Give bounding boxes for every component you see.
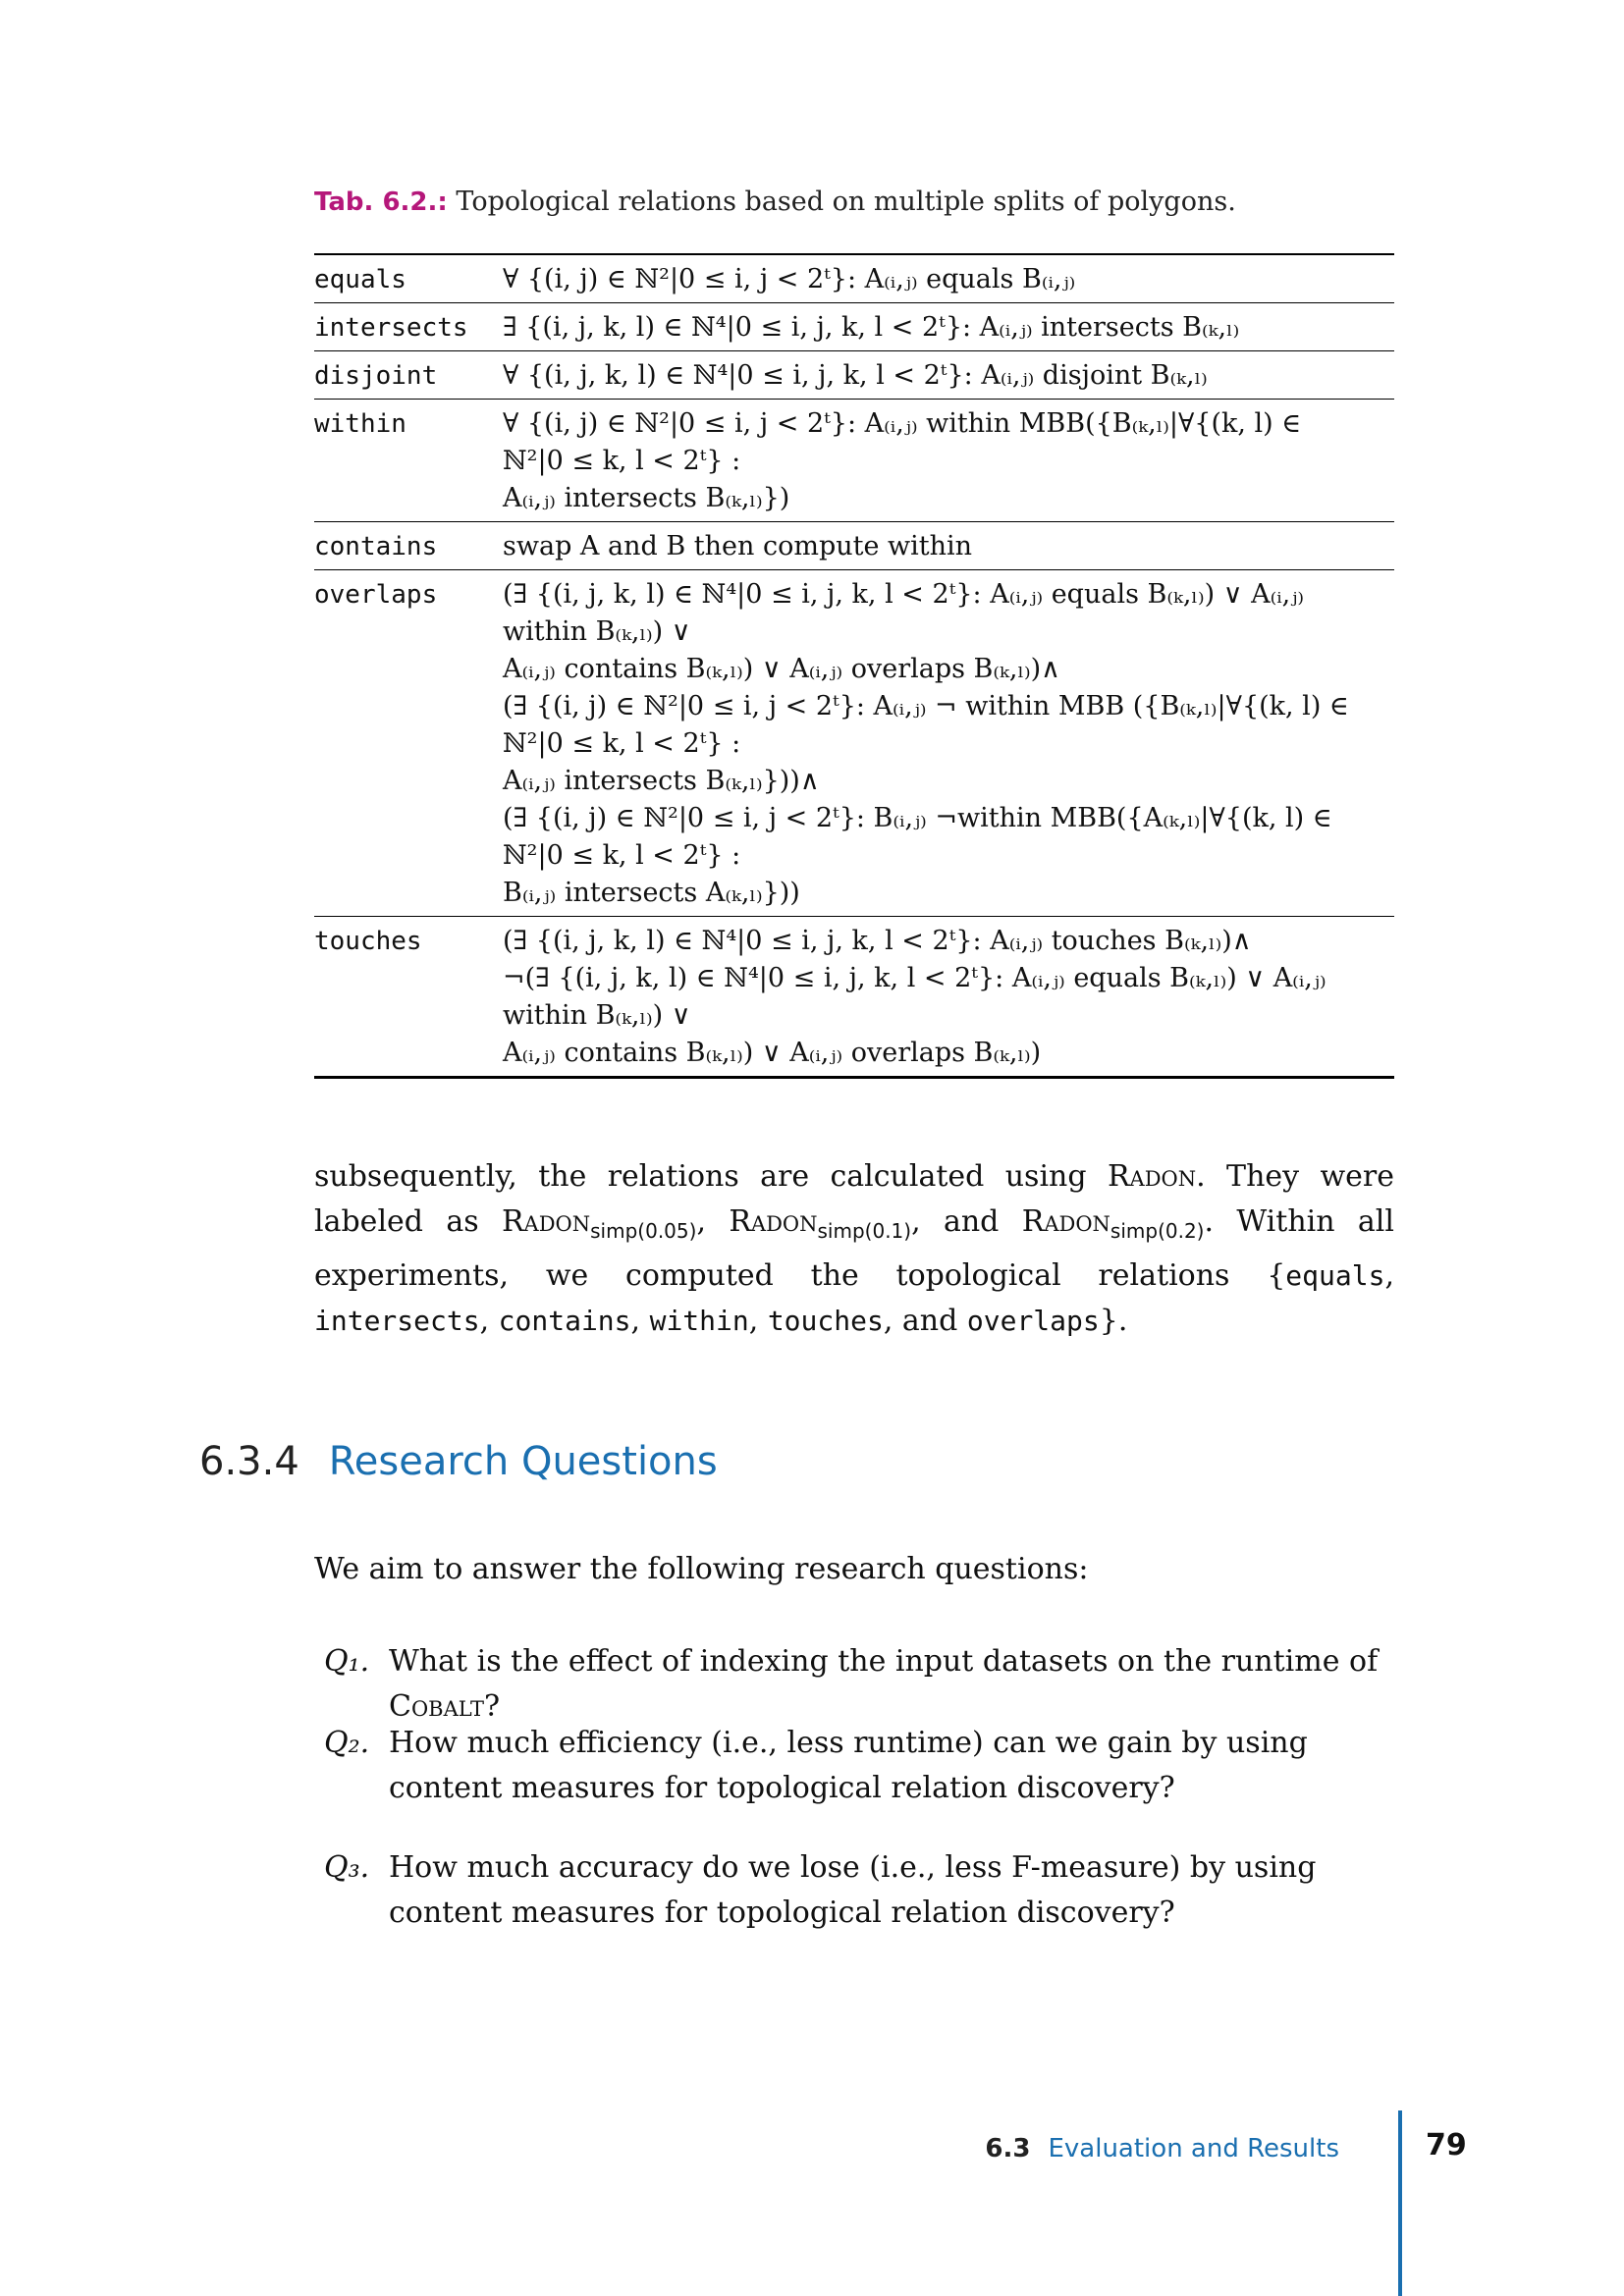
page-number: 79 [1426,2128,1467,2163]
definition-line: ℕ²|0 ≤ k, l < 2ᵗ} : [503,840,741,871]
definition-line: A₍ᵢ,ⱼ₎ contains B₍ₖ,ₗ₎) ∨ A₍ᵢ,ⱼ₎ overlaps B₍ₖ,ₗ₎)∧ [503,654,1060,684]
question-3 [324,1845,1394,1936]
question-1 [324,1639,1394,1730]
cobalt-name: Cobalt [389,1689,485,1724]
relation-definition [503,917,1394,1078]
relation-name: equals [314,254,503,303]
radon-name: Radon [1107,1159,1197,1194]
para-text: , [696,1204,730,1239]
relation-definition [503,570,1394,917]
definition-line: (∃ {(i, j) ∈ ℕ²|0 ≤ i, j < 2ᵗ}: A₍ᵢ,ⱼ₎ ¬ within MBB ({B₍ₖ,ₗ₎|∀{(k, l) ∈ [503,691,1349,721]
para-text: }. [1099,1304,1128,1338]
question-text: What is the effect of indexing the input datasets on the runtime of [389,1644,1379,1679]
para-text: subsequently, the relations are calculated using [314,1159,1108,1194]
definition-line: A₍ᵢ,ⱼ₎ contains B₍ₖ,ₗ₎) ∨ A₍ᵢ,ⱼ₎ overlaps B₍ₖ,ₗ₎) [503,1038,1042,1068]
code-term: touches [767,1305,884,1337]
footer-rule [1398,2110,1402,2296]
question-tail: ? [484,1689,501,1724]
definition-line: ∀ {(i, j) ∈ ℕ²|0 ≤ i, j < 2ᵗ}: A₍ᵢ,ⱼ₎ equals B₍ᵢ,ⱼ₎ [503,264,1076,294]
relation-definition [503,522,1394,570]
relation-name: overlaps [314,570,503,917]
table-row [314,254,1394,303]
code-term: contains [498,1305,631,1337]
caption-text: Topological relations based on multiple splits of polygons. [456,187,1236,217]
separator: , [479,1304,499,1338]
footer-section-title: Evaluation and Results [1048,2134,1339,2163]
code-term: overlaps [966,1305,1100,1337]
para-text: , and [911,1204,1022,1239]
section-title: Research Questions [328,1439,718,1484]
code-term: within [649,1305,749,1337]
definition-line: within B₍ₖ,ₗ₎) ∨ [503,1000,691,1031]
question-label: Q₃. [324,1850,370,1885]
para-text: and [901,1304,967,1338]
table-caption [314,187,1394,217]
definition-line: ∀ {(i, j, k, l) ∈ ℕ⁴|0 ≤ i, j, k, l < 2ᵗ}: A₍ᵢ,ⱼ₎ disjoint B₍ₖ,ₗ₎ [503,360,1208,391]
relations-table [314,253,1394,1079]
definition-line: within B₍ₖ,ₗ₎) ∨ [503,616,691,647]
question-2 [324,1721,1394,1811]
table-row [314,917,1394,1078]
definition-line: ∃ {(i, j, k, l) ∈ ℕ⁴|0 ≤ i, j, k, l < 2ᵗ}: A₍ᵢ,ⱼ₎ intersects B₍ₖ,ₗ₎ [503,312,1240,343]
separator: , [630,1304,650,1338]
table-row [314,400,1394,522]
question-text: How much efficiency (i.e., less runtime) can we gain by using content measures for topological relation discovery? [389,1726,1308,1805]
relation-name: touches [314,917,503,1078]
intro-paragraph: We aim to answer the following research questions: [314,1552,1089,1586]
relation-definition [503,351,1394,400]
running-footer [985,2134,1339,2163]
paragraph-radon [314,1154,1394,1344]
para-text: . Within all experiments, we computed the topological relations { [314,1204,1394,1293]
relation-definition [503,303,1394,351]
definition-line: ℕ²|0 ≤ k, l < 2ᵗ} : [503,446,741,476]
radon-name: Radon [501,1204,591,1239]
separator: , [748,1304,768,1338]
radon-subscript: simp(0.2) [1110,1219,1205,1243]
separator: , [883,1304,902,1338]
relation-name: disjoint [314,351,503,400]
table-row [314,303,1394,351]
section-heading [199,1439,718,1484]
question-text: How much accuracy do we lose (i.e., less F-measure) by using content measures for topological relation discovery? [389,1850,1317,1930]
table-row [314,522,1394,570]
radon-name: Radon [729,1204,818,1239]
footer-section-number: 6.3 [985,2134,1031,2163]
definition-line: B₍ᵢ,ⱼ₎ intersects A₍ₖ,ₗ₎})) [503,878,800,908]
definition-line: A₍ᵢ,ⱼ₎ intersects B₍ₖ,ₗ₎}) [503,483,790,513]
code-term: equals [1285,1259,1385,1292]
relation-definition [503,254,1394,303]
question-label: Q₁. [324,1644,370,1679]
definition-line: (∃ {(i, j, k, l) ∈ ℕ⁴|0 ≤ i, j, k, l < 2ᵗ}: A₍ᵢ,ⱼ₎ touches B₍ₖ,ₗ₎)∧ [503,926,1252,956]
question-label: Q₂. [324,1726,370,1760]
code-term: intersects [314,1305,480,1337]
definition-line: A₍ᵢ,ⱼ₎ intersects B₍ₖ,ₗ₎}))∧ [503,766,820,796]
relation-definition [503,400,1394,522]
definition-line: (∃ {(i, j) ∈ ℕ²|0 ≤ i, j < 2ᵗ}: B₍ᵢ,ⱼ₎ ¬within MBB({A₍ₖ,ₗ₎|∀{(k, l) ∈ [503,803,1332,833]
separator: , [1384,1258,1394,1293]
section-number: 6.3.4 [199,1439,299,1484]
radon-subscript: simp(0.1) [817,1219,912,1243]
para-text: . They were labeled as [314,1159,1394,1239]
radon-name: Radon [1021,1204,1110,1239]
definition-line: ¬(∃ {(i, j, k, l) ∈ ℕ⁴|0 ≤ i, j, k, l < 2ᵗ}: A₍ᵢ,ⱼ₎ equals B₍ₖ,ₗ₎) ∨ A₍ᵢ,ⱼ₎ [503,963,1326,993]
table-row [314,351,1394,400]
definition-line: (∃ {(i, j, k, l) ∈ ℕ⁴|0 ≤ i, j, k, l < 2ᵗ}: A₍ᵢ,ⱼ₎ equals B₍ₖ,ₗ₎) ∨ A₍ᵢ,ⱼ₎ [503,579,1304,610]
definition-line: swap A and B then compute within [503,531,973,561]
radon-subscript: simp(0.05) [590,1219,697,1243]
relation-name: within [314,400,503,522]
table-row [314,570,1394,917]
relation-name: intersects [314,303,503,351]
definition-line: ∀ {(i, j) ∈ ℕ²|0 ≤ i, j < 2ᵗ}: A₍ᵢ,ⱼ₎ within MBB({B₍ₖ,ₗ₎|∀{(k, l) ∈ [503,408,1302,439]
definition-line: ℕ²|0 ≤ k, l < 2ᵗ} : [503,728,741,759]
caption-label: Tab. 6.2.: [314,187,448,217]
relation-name: contains [314,522,503,570]
